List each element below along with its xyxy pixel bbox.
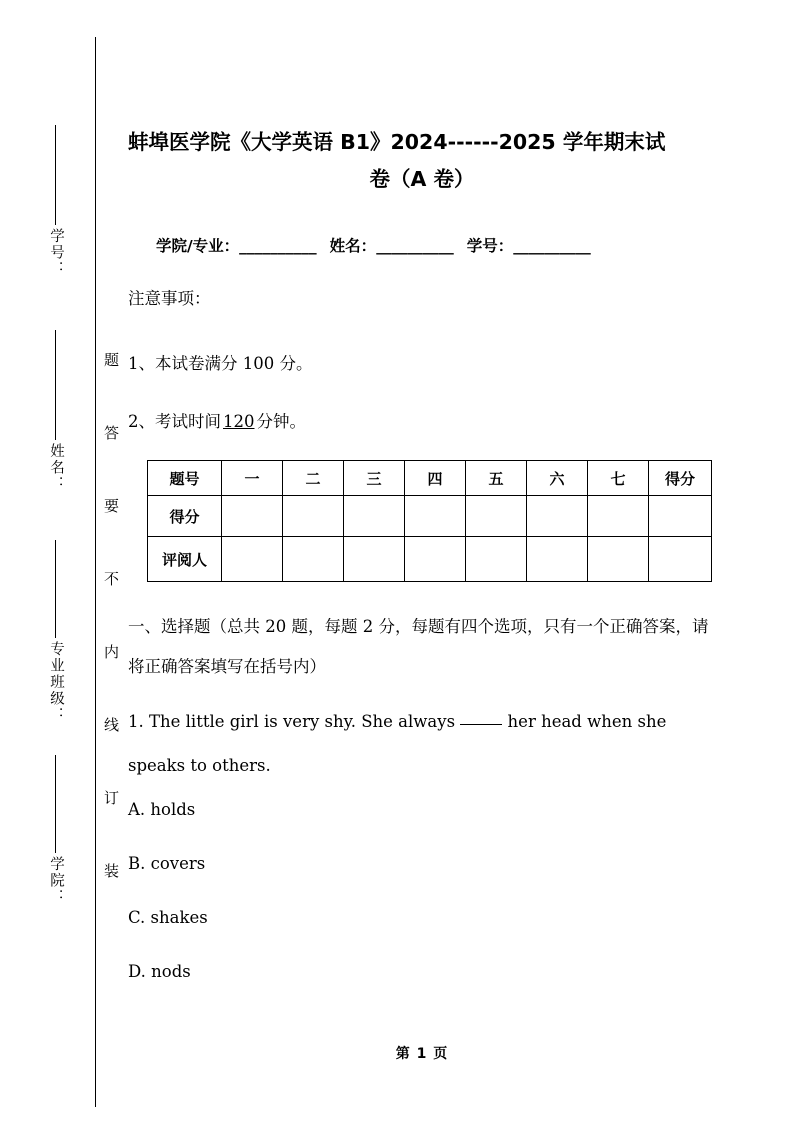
page-title [128,124,716,198]
score-cell-total[interactable] [649,496,712,537]
seal-label-do-not-answer-inside-line: 题答要不内线订装 [102,352,120,936]
score-table-header-cell: 三 [344,461,405,496]
question-1-stem-after: her head when she speaks to others. [128,712,667,775]
seal-label-student-id: 学号： [48,228,64,278]
score-table-header-cell: 二 [283,461,344,496]
notes-item-1: 1、本试卷满分 100 分。 [128,354,313,373]
marker-cell[interactable] [344,537,405,582]
sealing-line-outer-seg-4 [55,755,56,853]
score-cell[interactable] [344,496,405,537]
question-1-option-d[interactable]: D. nods [128,962,191,981]
score-cell[interactable] [588,496,649,537]
marker-cell[interactable] [466,537,527,582]
score-table-header-cell: 一 [222,461,283,496]
student-id-label: 学号： [466,237,514,255]
question-1-option-b[interactable]: B. covers [128,854,206,873]
score-table-header-cell: 得分 [649,461,712,496]
name-blank[interactable]: __________ [376,237,454,255]
name-label: 姓名： [329,237,377,255]
sealing-line-inner [95,37,96,1107]
exam-sheet [128,0,728,1122]
marker-cell[interactable] [527,537,588,582]
score-table-header-cell: 四 [405,461,466,496]
sealing-line-outer-seg-2 [55,330,56,440]
notes-item-2-prefix: 2、考试时间 [128,412,221,431]
score-table-header-cell: 五 [466,461,527,496]
student-id-blank[interactable]: __________ [513,237,591,255]
college-major-label: 学院/专业： [156,237,240,255]
seal-label-name: 姓名： [48,443,64,493]
notes-item-2-suffix: 分钟。 [256,412,306,431]
question-1-answer-blank[interactable] [460,724,502,725]
notes-item-2 [128,408,306,432]
marker-cell[interactable] [405,537,466,582]
page-title-line-2: 卷（A 卷） [369,167,475,191]
page-title-line-1: 蚌埠医学院《大学英语 B1》2024------2025 学年期末试 [128,130,666,154]
sealing-margin [0,0,120,1122]
table-row [148,537,712,582]
score-table-header-cell: 题号 [148,461,222,496]
seal-label-class: 专业班级： [48,641,64,724]
question-1-option-c[interactable]: C. shakes [128,908,208,927]
question-1-option-a[interactable]: A. holds [128,800,196,819]
college-major-blank[interactable]: __________ [239,237,317,255]
score-table-header-cell: 七 [588,461,649,496]
exam-duration-value: 120 [223,412,255,431]
question-1-stem-before: The little girl is very shy. She always [149,712,456,731]
sealing-line-outer-seg-3 [55,540,56,638]
score-row-label: 得分 [148,496,222,537]
table-row [148,496,712,537]
score-cell[interactable] [466,496,527,537]
marker-cell[interactable] [222,537,283,582]
marker-cell[interactable] [588,537,649,582]
marker-row-label: 评阅人 [148,537,222,582]
question-1-stem [128,700,716,788]
student-info-line [156,234,591,256]
score-table [147,460,712,582]
section-1-heading: 一、选择题（总共 20 题，每题 2 分，每题有四个选项，只有一个正确答案，请将正确答案填写在括号内） [128,617,709,676]
question-1-number: 1. [128,712,144,731]
score-cell[interactable] [222,496,283,537]
sealing-line-outer-seg-1 [55,125,56,225]
score-cell[interactable] [527,496,588,537]
seal-label-college: 学院： [48,856,64,906]
table-row-header [148,461,712,496]
score-table-header-cell: 六 [527,461,588,496]
notes-heading: 注意事项： [128,289,211,308]
marker-cell-total[interactable] [649,537,712,582]
page-number-footer: 第 1 页 [395,1046,449,1062]
marker-cell[interactable] [283,537,344,582]
score-cell[interactable] [283,496,344,537]
score-cell[interactable] [405,496,466,537]
